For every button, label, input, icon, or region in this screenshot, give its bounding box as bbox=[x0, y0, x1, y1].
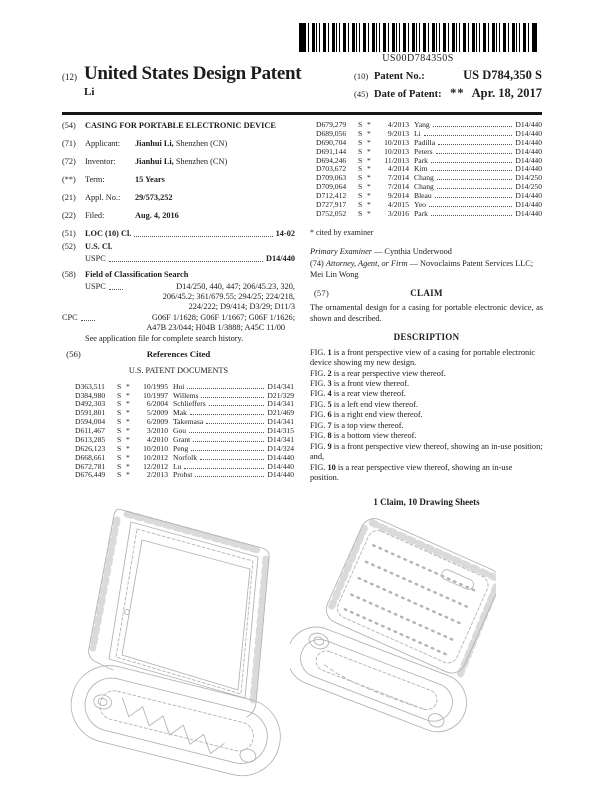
dotted-leader bbox=[431, 162, 513, 163]
figure-descriptions bbox=[310, 348, 543, 484]
description-heading: DESCRIPTION bbox=[393, 332, 460, 343]
loc-value: 14-02 bbox=[275, 228, 295, 238]
reference-row: D727,917 S * 4/2015 Yeo D14/440 bbox=[316, 199, 542, 209]
figure-1-front-perspective-drawing bbox=[64, 498, 296, 798]
kind-code: (12) bbox=[62, 72, 77, 82]
field-loc-class: (51) LOC (10) Cl. 14-02 bbox=[62, 228, 295, 238]
appl-no-value: 29/573,252 bbox=[135, 192, 173, 202]
dotted-leader bbox=[184, 468, 264, 469]
field-title: (54) CASING FOR PORTABLE ELECTRONIC DEVICE bbox=[62, 121, 276, 130]
patent-number: US D784,350 S bbox=[463, 68, 542, 82]
reference-row: D384,980 S * 10/1997 Willems D21/329 bbox=[75, 390, 294, 400]
search-history-note: See application file for complete search history. bbox=[85, 333, 244, 343]
references-right-list bbox=[310, 121, 543, 219]
attorney-label: Attorney, Agent, or Firm bbox=[325, 259, 408, 269]
drawing-sheet bbox=[0, 494, 600, 800]
header bbox=[62, 64, 542, 104]
dotted-leader bbox=[209, 405, 265, 406]
dotted-leader bbox=[437, 179, 513, 180]
figure-2-rear-perspective-drawing bbox=[290, 506, 496, 786]
reference-row: D668,661 S * 10/2012 Norfolk D14/440 bbox=[75, 452, 294, 462]
dotted-leader bbox=[435, 197, 513, 198]
figure-description-line: FIG. 2 is a rear perspective view thereof. bbox=[310, 368, 446, 378]
claim-heading: (57) CLAIM bbox=[313, 288, 443, 299]
dotted-leader bbox=[429, 206, 513, 207]
field-search: (58) Field of Classification Search bbox=[62, 270, 189, 280]
attorney-name: — Novoclaims Patent Services LLC; Mei Lin Wong bbox=[310, 259, 534, 279]
references-cited-heading: (56) References Cited bbox=[66, 349, 211, 360]
dotted-leader bbox=[200, 459, 264, 460]
reference-row: D672,781 S * 12/2012 Lu D14/440 bbox=[75, 461, 294, 471]
reference-row: D591,801 S * 5/2009 Mak D21/469 bbox=[75, 408, 294, 418]
figure-description-line: FIG. 3 is a front view thereof. bbox=[310, 378, 410, 388]
field-inventor: (72) Inventor: Jianhui Li, Shenzhen (CN) bbox=[62, 156, 228, 166]
patent-no-label: Patent No.: bbox=[374, 71, 425, 82]
reference-row: D712,412 S * 9/2014 Bleau D14/440 bbox=[316, 191, 542, 200]
us-patent-documents-heading: U.S. PATENT DOCUMENTS bbox=[128, 366, 229, 376]
claims-sheets-line: 1 Claim, 10 Drawing Sheets bbox=[373, 496, 480, 507]
header-divider bbox=[62, 112, 542, 115]
figure-description-line: FIG. 7 is a top view thereof. bbox=[310, 420, 404, 430]
dotted-leader bbox=[81, 313, 95, 321]
dotted-leader bbox=[433, 126, 513, 127]
applicant-value: Jianhui Li, Shenzhen (CN) bbox=[135, 138, 228, 148]
reference-row: D626,123 S * 10/2010 Peng D14/324 bbox=[75, 443, 294, 453]
figure-description-line: FIG. 1 is a front perspective view of a casing for portable electronic device showing my new design. bbox=[310, 347, 536, 368]
right-column bbox=[310, 121, 543, 508]
field-appl-no: (21) Appl. No.: 29/573,252 bbox=[62, 192, 173, 202]
dotted-leader bbox=[109, 282, 123, 290]
invention-title: CASING FOR PORTABLE ELECTRONIC DEVICE bbox=[85, 121, 276, 130]
dotted-leader bbox=[438, 144, 512, 145]
figure-description-line: FIG. 10 is a rear perspective view thereof, showing an in-use position. bbox=[310, 462, 513, 483]
reference-row: D613,285 S * 4/2010 Grant D14/341 bbox=[75, 434, 294, 444]
dotted-leader bbox=[193, 441, 264, 442]
uspc-row: USPC D14/440 bbox=[85, 253, 295, 263]
dotted-leader bbox=[431, 215, 513, 216]
dotted-leader bbox=[201, 397, 264, 398]
reference-row: D703,672 S * 4/2014 Kim D14/440 bbox=[316, 164, 542, 174]
dotted-leader bbox=[195, 476, 264, 477]
reference-row: D492,303 S * 6/2004 Schlieffers D14/341 bbox=[75, 399, 294, 409]
references-left-list bbox=[62, 383, 295, 481]
uspc-value: D14/440 bbox=[265, 253, 295, 263]
barcode-bars bbox=[299, 23, 537, 52]
reference-row: D709,063 S * 7/2014 Chang D14/250 bbox=[316, 173, 542, 183]
term-extension-asterisks: ** bbox=[450, 86, 465, 100]
reference-row: D594,004 S * 6/2009 Takemasa D14/341 bbox=[75, 417, 294, 427]
reference-row: D691,144 S * 10/2013 Peters D14/440 bbox=[316, 146, 542, 156]
dotted-leader bbox=[431, 170, 513, 171]
term-value: 15 Years bbox=[135, 174, 165, 184]
left-column bbox=[62, 121, 295, 508]
reference-row: D694,246 S * 11/2013 Park D14/440 bbox=[316, 155, 542, 165]
filed-value: Aug. 4, 2016 bbox=[135, 210, 179, 220]
patent-no-code: (10) bbox=[354, 71, 369, 81]
reference-row: D611,467 S * 3/2010 Gou D14/315 bbox=[75, 426, 294, 436]
field-term: (**) Term: 15 Years bbox=[62, 174, 165, 184]
dotted-leader bbox=[436, 153, 513, 154]
dotted-leader bbox=[109, 254, 263, 262]
dotted-leader bbox=[187, 388, 264, 389]
figure-description-line: FIG. 9 is a front perspective view thereof, showing an in-use position; and, bbox=[310, 441, 543, 462]
page-title: United States Design Patent bbox=[84, 63, 302, 84]
dotted-leader bbox=[189, 432, 264, 433]
reference-row: D752,052 S * 3/2016 Park D14/440 bbox=[316, 208, 542, 218]
primary-examiner-label: Primary Examiner bbox=[310, 246, 372, 256]
cpc-block: CPC G06F 1/1628; G06F 1/1667; G06F 1/1626; A47B 23/044; H04B 1/3888; A45C 11/00 bbox=[62, 312, 295, 333]
date-code: (45) bbox=[354, 89, 369, 99]
date-label: Date of Patent: bbox=[374, 89, 442, 100]
figure-description-line: FIG. 4 is a rear view thereof. bbox=[310, 389, 406, 399]
field-applicant: (71) Applicant: Jianhui Li, Shenzhen (CN) bbox=[62, 138, 228, 148]
claim-text: The ornamental design for a casing for portable electronic device, as shown and described. bbox=[310, 303, 543, 323]
examiner-block bbox=[310, 247, 543, 280]
reference-row: D709,064 S * 7/2014 Chang D14/250 bbox=[316, 182, 542, 192]
figure-description-line: FIG. 8 is a bottom view thereof. bbox=[310, 431, 417, 441]
primary-examiner-name: — Cynthia Underwood bbox=[374, 246, 452, 256]
dotted-leader bbox=[190, 414, 265, 415]
reference-row: D676,449 S * 2/2013 Probst D14/440 bbox=[75, 470, 294, 480]
reference-row: D690,704 S * 10/2013 Padilla D14/440 bbox=[316, 137, 542, 147]
dotted-leader bbox=[437, 188, 513, 189]
reference-row: D689,056 S * 9/2013 Li D14/440 bbox=[316, 128, 542, 138]
reference-row: D363,511 S * 10/1995 Hui D14/341 bbox=[75, 381, 294, 391]
figure-description-line: FIG. 6 is a right end view thereof. bbox=[310, 410, 423, 420]
dotted-leader bbox=[191, 450, 264, 451]
dotted-leader bbox=[206, 423, 264, 424]
figure-description-line: FIG. 5 is a left end view thereof. bbox=[310, 399, 419, 409]
barcode bbox=[299, 23, 537, 64]
barcode-number: US00D784350S bbox=[382, 53, 454, 64]
dotted-leader bbox=[424, 135, 513, 136]
date-of-patent: ** Apr. 18, 2017 bbox=[450, 86, 542, 100]
reference-row: D679,279 S * 4/2013 Yang D14/440 bbox=[316, 120, 542, 129]
inventor-surname: Li bbox=[84, 85, 95, 98]
dotted-leader bbox=[134, 229, 272, 237]
field-us-class: (52) U.S. Cl. bbox=[62, 242, 113, 252]
cited-by-examiner-note: * cited by examiner bbox=[310, 227, 374, 237]
field-search-body: USPC D14/250, 440, 447; 206/45.23, 320, 206/45.2; 361/679.55; 294/25; 224/218, 224/222; D9/414; D3/29; D11/3 bbox=[85, 281, 295, 312]
inventor-value: Jianhui Li, Shenzhen (CN) bbox=[135, 156, 228, 166]
attorney-code: (74) bbox=[310, 259, 324, 269]
field-filed: (22) Filed: Aug. 4, 2016 bbox=[62, 210, 179, 220]
